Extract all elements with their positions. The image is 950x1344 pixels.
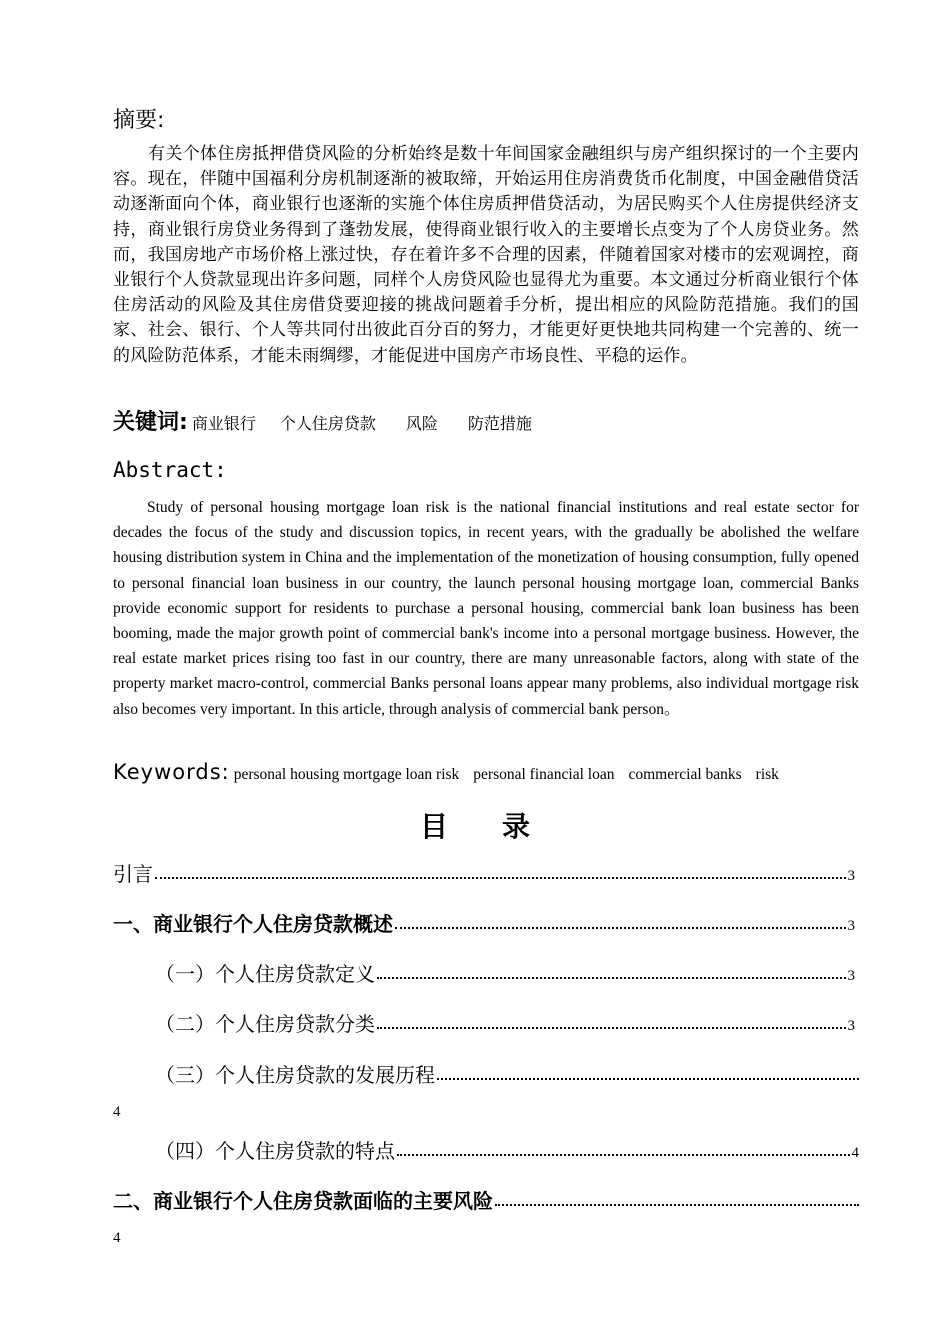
abstract-en-heading: Abstract: bbox=[113, 458, 227, 482]
keyword-cn: 风险 bbox=[405, 414, 438, 433]
toc-leader-dots bbox=[377, 1027, 846, 1029]
toc-page-number: 4 bbox=[113, 1230, 121, 1246]
keywords-cn bbox=[113, 405, 552, 436]
toc-page-number: 3 bbox=[847, 868, 855, 884]
toc-entry-chapter-2[interactable] bbox=[113, 1187, 859, 1215]
toc-entry-1-3[interactable] bbox=[155, 1061, 859, 1089]
toc-entry-label: 二、商业银行个人住房贷款面临的主要风险 bbox=[113, 1189, 493, 1213]
toc-entry-label: （四）个人住房贷款的特点 bbox=[155, 1139, 395, 1163]
keywords-cn-label: 关键词: bbox=[113, 410, 188, 435]
toc-entry-label: 一、商业银行个人住房贷款概述 bbox=[113, 912, 393, 936]
toc-entry-1-4[interactable] bbox=[155, 1137, 859, 1165]
toc-leader-dots bbox=[377, 977, 846, 979]
toc-entry-1-2[interactable] bbox=[155, 1010, 855, 1038]
toc-entry-label: 引言 bbox=[113, 862, 153, 886]
keyword-en: risk bbox=[755, 766, 779, 783]
toc-page-number: 3 bbox=[847, 1018, 855, 1034]
abstract-cn-heading: 摘要: bbox=[113, 108, 165, 133]
toc-leader-dots bbox=[397, 1154, 850, 1156]
keyword-cn: 个人住房贷款 bbox=[279, 414, 376, 433]
keyword-cn: 商业银行 bbox=[191, 414, 256, 433]
keyword-en: commercial banks bbox=[628, 766, 742, 783]
keywords-en-label: Keywords: bbox=[113, 760, 230, 784]
toc-leader-dots bbox=[155, 877, 846, 879]
toc-entry-label: （三）个人住房贷款的发展历程 bbox=[155, 1063, 435, 1087]
toc-title-char: 录 bbox=[502, 810, 531, 843]
toc-leader-dots bbox=[495, 1204, 859, 1206]
abstract-cn-body: 有关个体住房抵押借贷风险的分析始终是数十年间国家金融组织与房产组织探讨的一个主要内容。现在，伴随中国福利分房机制逐渐的被取缔，开始运用住房消费货币化制度，中国金融借贷活动逐渐面向个体，商业银行也逐渐的实施个体住房质押借贷活动，为居民购买个人住房提供经济支持，商业银行房贷业务得到了蓬勃发展，使得商业银行收入的主要增长点变为了个人房贷业务。然而，我国房地产市场价格上涨过快，存在着许多不合理的因素，伴随着国家对楼市的宏观调控，商业银行个人贷款显现出许多问题，同样个人房贷风险也显得尤为重要。本文通过分析商业银行个体住房活动的风险及其住房借贷要迎接的挑战问题着手分析，提出相应的风险防范措施。我们的国家、社会、银行、个人等共同付出彼此百分百的努力，才能更好更快地共同构建一个完善的、统一的风险防范体系，才能未雨绸缪，才能促进中国房产市场良性、平稳的运作。 bbox=[113, 144, 859, 366]
keywords-en bbox=[113, 760, 789, 784]
keyword-en: personal housing mortgage loan risk bbox=[233, 766, 460, 783]
toc-page-number: 3 bbox=[847, 918, 855, 934]
toc-entry-label: （一）个人住房贷款定义 bbox=[155, 962, 375, 986]
keyword-cn: 防范措施 bbox=[467, 414, 532, 433]
toc-entry-intro[interactable] bbox=[113, 860, 855, 888]
toc-page-number: 4 bbox=[851, 1145, 859, 1161]
toc-page-number: 3 bbox=[847, 968, 855, 984]
toc-leader-dots bbox=[395, 927, 846, 929]
toc-entry-chapter-1[interactable] bbox=[113, 910, 855, 938]
keyword-en: personal financial loan bbox=[473, 766, 615, 783]
toc-title bbox=[0, 805, 950, 845]
toc-page-number: 4 bbox=[113, 1104, 121, 1120]
toc-title-char: 目 bbox=[419, 810, 448, 843]
toc-leader-dots bbox=[437, 1078, 859, 1080]
toc-entry-label: （二）个人住房贷款分类 bbox=[155, 1012, 375, 1036]
toc-entry-1-1[interactable] bbox=[155, 960, 855, 988]
abstract-en-body: Study of personal housing mortgage loan risk is the national financial institutions and real estate sector for decades the focus of the study and discussion topics, in recent years, with the gradually be abolished the welfare housing distribution system in China and the implementation of the monetization of housing consumption, fully opened to personal financial loan business in our country, the launch personal housing mortgage loan, commercial Banks provide economic support for residents to purchase a personal housing, commercial bank loan business has been booming, made the major growth point of commercial bank's income into a personal mortgage business. However, the real estate market prices rising too fast in our country, there are many unreasonable factors, along with state of the property market macro-control, commercial Banks personal loans appear many problems, also individual mortgage risk also becomes very important. In this article, through analysis of commercial bank person。 bbox=[113, 499, 859, 718]
